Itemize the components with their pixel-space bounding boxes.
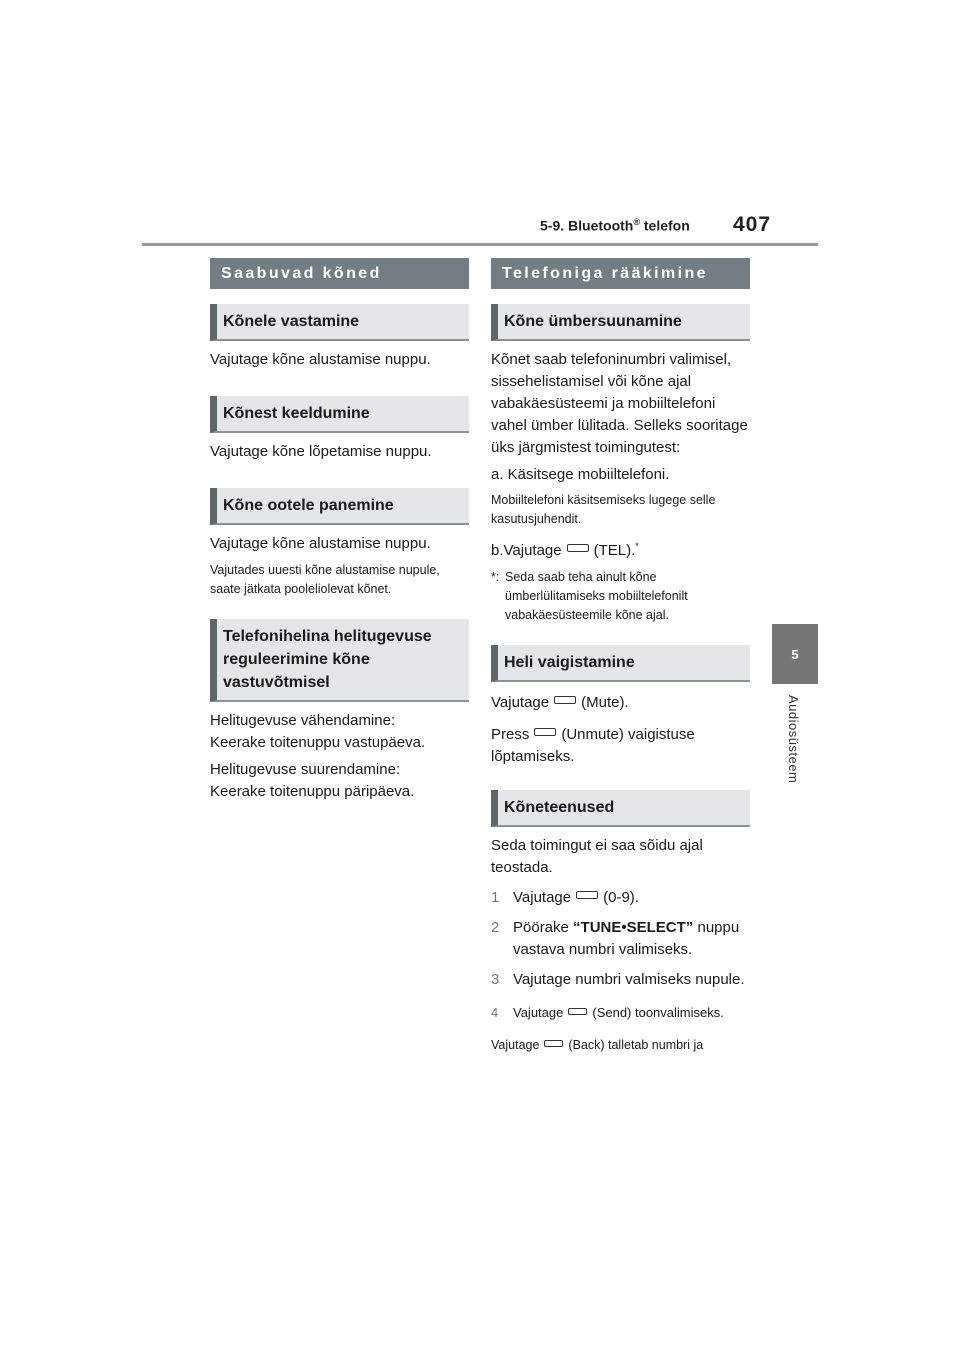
unmute-button-icon [534, 728, 556, 736]
services-intro: Seda toimingut ei saa sõidu ajal teostada. [491, 837, 703, 876]
transfer-footnote [491, 568, 750, 625]
step-4-prefix: Vajutage [513, 1005, 564, 1020]
back-prefix: Vajutage [491, 1038, 540, 1052]
step-2 [491, 917, 750, 961]
transfer-option-a: a. Käsitsege mobiiltelefoni. [491, 466, 670, 483]
step-number: 4 [491, 1005, 499, 1020]
step-3-text: Vajutage numbri valmiseks nupule. [513, 971, 745, 988]
subheading-transfer: Kõne ümbersuunamine [491, 304, 750, 341]
step-number: 3 [491, 971, 500, 988]
step-3 [491, 969, 750, 991]
chapter-label: Audiosüsteem [786, 695, 801, 784]
answer-text: Vajutage kõne alustamise nuppu. [210, 351, 431, 368]
subheading-volume: Telefonihelina helitugevuse reguleerimine kõne vastuvõtmisel [210, 619, 469, 702]
step-4-suffix: (Send) toonvalimiseks. [592, 1005, 724, 1020]
footnote-mark: *: [491, 570, 500, 584]
section-name: 5-9. Bluetooth [540, 217, 634, 234]
footnote-text: Seda saab teha ainult kõne ümberlülitamiseks mobiiltelefonilt vabakäesüsteemile kõne ajal. [505, 570, 688, 622]
chapter-tab: 5 [772, 624, 818, 684]
volume-up-text: Keerake toitenuppu päripäeva. [210, 783, 415, 800]
option-b-suffix: (TEL). [593, 542, 636, 559]
volume-down-text: Keerake toitenuppu vastupäeva. [210, 734, 426, 751]
step-1-suffix: (0-9). [603, 889, 639, 906]
step-2-suffix: nuppu vastava numbri valimiseks. [513, 919, 740, 958]
step-number: 2 [491, 919, 500, 936]
transfer-option-a-note: Mobiiltelefoni käsitsemiseks lugege selle kasutusjuhendit. [491, 493, 716, 526]
section-heading-talking: Telefoniga rääkimine [491, 258, 750, 289]
right-column [491, 258, 750, 1055]
unmute-prefix: Press [491, 726, 530, 743]
reject-text: Vajutage kõne lõpetamise nuppu. [210, 443, 432, 460]
tune-select-label: “TUNE•SELECT” [573, 919, 694, 936]
header-divider [142, 243, 818, 246]
step-1 [491, 887, 750, 909]
digits-button-icon [576, 891, 598, 899]
footnote-asterisk: * [635, 541, 639, 551]
subheading-mute: Heli vaigistamine [491, 645, 750, 682]
transfer-text: Kõnet saab telefoninumbri valimisel, sissehelistamisel või kõne ajal vabakäesüsteemi ja mobiiltelefoni vahel ümber lülitada. Selleks sooritage üks järgmistest toimingutest: [491, 351, 748, 456]
option-b-prefix: b.Vajutage [491, 542, 562, 559]
registered-mark: ® [633, 217, 640, 227]
back-note [491, 1036, 750, 1055]
step-1-prefix: Vajutage [513, 889, 572, 906]
section-heading-incoming: Saabuvad kõned [210, 258, 469, 289]
subheading-services: Kõneteenused [491, 790, 750, 827]
volume-down-label: Helitugevuse vähendamine: [210, 712, 396, 729]
unmute-suffix: (Unmute) vaigistuse lõptamiseks. [491, 726, 695, 765]
back-suffix: (Back) talletab numbri ja [568, 1038, 704, 1052]
hold-text: Vajutage kõne alustamise nuppu. [210, 535, 431, 552]
section-suffix: telefon [639, 217, 690, 234]
subheading-reject: Kõnest keeldumine [210, 396, 469, 433]
transfer-option-b [491, 535, 750, 562]
hold-note: Vajutades uuesti kõne alustamise nupule, saate jätkata pooleliolevat kõnet. [210, 563, 440, 596]
step-2-prefix: Pöörake [513, 919, 574, 936]
mute-button-icon [554, 696, 576, 704]
tel-button-icon [567, 544, 589, 552]
mute-prefix: Vajutage [491, 694, 550, 711]
step-4 [491, 1003, 750, 1022]
step-number: 1 [491, 889, 500, 906]
unmute-line [491, 724, 750, 768]
volume-up-label: Helitugevuse suurendamine: [210, 761, 401, 778]
left-column [210, 258, 469, 803]
back-button-icon [544, 1040, 563, 1047]
mute-suffix: (Mute). [581, 694, 629, 711]
page-number: 407 [733, 213, 772, 236]
send-button-icon [568, 1008, 587, 1015]
subheading-hold: Kõne ootele panemine [210, 488, 469, 525]
mute-line [491, 692, 750, 714]
section-title [540, 217, 690, 234]
subheading-answer: Kõnele vastamine [210, 304, 469, 341]
